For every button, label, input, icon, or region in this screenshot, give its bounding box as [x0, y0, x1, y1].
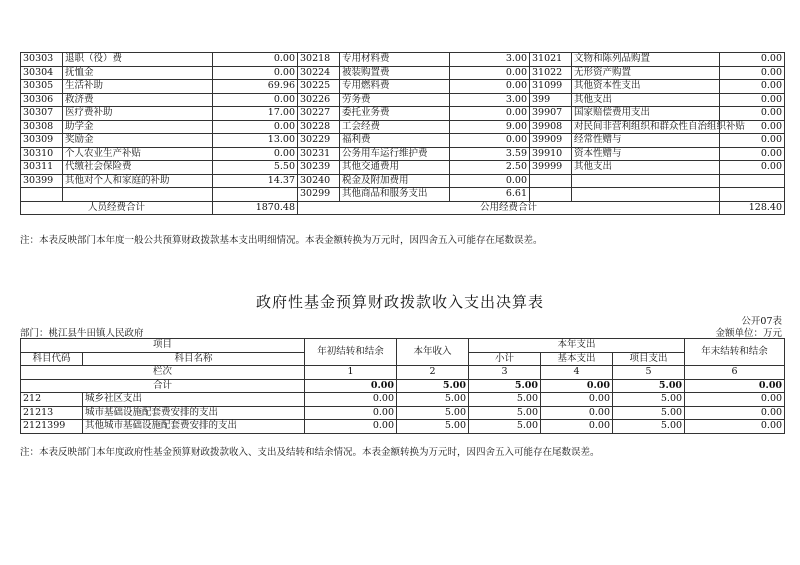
cell-code-c: [530, 188, 572, 202]
cell-value-c: 0.00: [720, 107, 785, 121]
public-total-value: 128.40: [720, 201, 785, 215]
total-value: 5.00: [469, 379, 541, 393]
col-num: 3: [469, 366, 541, 380]
total-value: 0.00: [541, 379, 613, 393]
cell-name-b: 工会经费: [340, 120, 450, 134]
table-row: [21, 120, 785, 134]
cell-value-b: 0.00: [450, 134, 530, 148]
cell-code-a: 30305: [21, 80, 63, 94]
subject-name: 城乡社区支出: [83, 393, 305, 407]
cell-value-c: [720, 174, 785, 188]
amount-cell: 0.00: [685, 393, 785, 407]
cell-value-c: 0.00: [720, 53, 785, 67]
cell-value-c: 0.00: [720, 147, 785, 161]
amount-cell: 0.00: [305, 420, 397, 434]
amount-cell: 5.00: [613, 393, 685, 407]
table-row: [21, 107, 785, 121]
page-title: 政府性基金预算财政拨款收入支出决算表: [255, 293, 544, 311]
cell-name-a: 代缴社会保险费: [63, 161, 213, 175]
amount-cell: 0.00: [305, 393, 397, 407]
cell-code-b: 30229: [298, 134, 340, 148]
cell-name-c: 其他支出: [572, 93, 720, 107]
cell-name-b: 劳务费: [340, 93, 450, 107]
cell-value-b: 0.00: [450, 174, 530, 188]
cell-code-c: 399: [530, 93, 572, 107]
cell-name-c: 国家赔偿费用支出: [572, 107, 720, 121]
col-num: 6: [685, 366, 785, 380]
cell-code-a: [21, 188, 63, 202]
cell-value-b: 3.00: [450, 53, 530, 67]
subject-name: 其他城市基础设施配套费安排的支出: [83, 420, 305, 434]
cell-value-a: 0.00: [213, 93, 298, 107]
cell-code-b: 30240: [298, 174, 340, 188]
amount-cell: 5.00: [613, 420, 685, 434]
cell-code-b: 30224: [298, 66, 340, 80]
cell-value-b: 9.00: [450, 120, 530, 134]
cell-name-a: 个人农业生产补贴: [63, 147, 213, 161]
header-closing: 年末结转和结余: [685, 339, 785, 366]
cell-name-c: [572, 174, 720, 188]
col-num: 5: [613, 366, 685, 380]
header-opening: 年初结转和结余: [305, 339, 397, 366]
header-expense: 本年支出: [469, 339, 685, 353]
basic-expense-rows: [21, 53, 785, 202]
header-basic: 基本支出: [541, 352, 613, 366]
cell-value-b: 0.00: [450, 80, 530, 94]
table2-note: 注：本表反映部门本年度政府性基金预算财政拨款收入、支出及结转和结余情况。本表金额转换为万元时，因四舍五入可能存在尾数误差。: [20, 447, 600, 458]
table-row: [21, 406, 785, 420]
cell-name-a: [63, 188, 213, 202]
amount-cell: 5.00: [397, 393, 469, 407]
amount-cell: 5.00: [469, 406, 541, 420]
fund-rows: [21, 393, 785, 434]
header-project: 项目支出: [613, 352, 685, 366]
grand-total-row: [21, 379, 785, 393]
cell-code-b: 30226: [298, 93, 340, 107]
cell-name-c: 资本性赠与: [572, 147, 720, 161]
col-num: 2: [397, 366, 469, 380]
cell-name-c: 文物和陈列品购置: [572, 53, 720, 67]
total-row: [21, 201, 785, 215]
total-value: 0.00: [685, 379, 785, 393]
unit-label: 金额单位：万元: [715, 328, 782, 339]
government-fund-table: [20, 338, 785, 434]
cell-value-c: 0.00: [720, 80, 785, 94]
amount-cell: 5.00: [613, 406, 685, 420]
personnel-total-label: 人员经费合计: [21, 201, 213, 215]
table-row: [21, 420, 785, 434]
cell-code-c: 39909: [530, 134, 572, 148]
total-value: 5.00: [613, 379, 685, 393]
amount-cell: 5.00: [397, 420, 469, 434]
cell-value-c: 0.00: [720, 66, 785, 80]
cell-code-c: [530, 174, 572, 188]
cell-code-a: 30303: [21, 53, 63, 67]
header-subtotal: 小计: [469, 352, 541, 366]
cell-code-a: 30308: [21, 120, 63, 134]
header-name: 科目名称: [83, 352, 305, 366]
cell-name-a: 奖励金: [63, 134, 213, 148]
cell-name-b: 其他交通费用: [340, 161, 450, 175]
cell-name-b: 被装购置费: [340, 66, 450, 80]
cell-value-a: 13.00: [213, 134, 298, 148]
cell-code-b: 30299: [298, 188, 340, 202]
cell-name-c: 无形资产购置: [572, 66, 720, 80]
cell-value-c: [720, 188, 785, 202]
table-row: [21, 134, 785, 148]
form-code: 公开07表: [741, 316, 782, 327]
cell-code-b: 30218: [298, 53, 340, 67]
cell-name-b: 公务用车运行维护费: [340, 147, 450, 161]
department-label: 部门：桃江县牛田镇人民政府: [20, 328, 144, 339]
cell-name-b: 委托业务费: [340, 107, 450, 121]
col-num: 1: [305, 366, 397, 380]
cell-value-a: [213, 188, 298, 202]
cell-name-a: 抚恤金: [63, 66, 213, 80]
cell-code-b: 30231: [298, 147, 340, 161]
cell-code-c: 39907: [530, 107, 572, 121]
table-row: [21, 161, 785, 175]
personnel-total-value: 1870.48: [213, 201, 298, 215]
cell-value-c: 0.00: [720, 134, 785, 148]
total-label: 合计: [21, 379, 305, 393]
total-value: 5.00: [397, 379, 469, 393]
cell-name-c: 其他支出: [572, 161, 720, 175]
col-label: 栏次: [21, 366, 305, 380]
cell-name-c: [572, 188, 720, 202]
cell-name-a: 生活补助: [63, 80, 213, 94]
cell-code-b: 30239: [298, 161, 340, 175]
cell-name-a: 救济费: [63, 93, 213, 107]
basic-expense-detail-table: [20, 52, 785, 215]
cell-name-a: 其他对个人和家庭的补助: [63, 174, 213, 188]
total-value: 0.00: [305, 379, 397, 393]
cell-name-b: 专用材料费: [340, 53, 450, 67]
cell-value-b: 3.59: [450, 147, 530, 161]
table-row: [21, 174, 785, 188]
subject-code: 212: [21, 393, 83, 407]
cell-code-a: 30304: [21, 66, 63, 80]
amount-cell: 5.00: [469, 420, 541, 434]
cell-name-b: 专用燃料费: [340, 80, 450, 94]
cell-code-c: 39999: [530, 161, 572, 175]
cell-code-c: 31021: [530, 53, 572, 67]
cell-name-c: 对民间非营利组织和群众性自治组织补贴: [572, 120, 720, 134]
subject-name: 城市基础设施配套费安排的支出: [83, 406, 305, 420]
column-number-row: [21, 366, 785, 380]
table-row: [21, 53, 785, 67]
cell-value-b: 0.00: [450, 66, 530, 80]
table-row: [21, 393, 785, 407]
cell-value-c: 0.00: [720, 161, 785, 175]
table-row: [21, 188, 785, 202]
cell-code-b: 30228: [298, 120, 340, 134]
amount-cell: 0.00: [541, 406, 613, 420]
public-total-label: 公用经费合计: [298, 201, 720, 215]
cell-value-a: 0.00: [213, 66, 298, 80]
cell-value-a: 0.00: [213, 147, 298, 161]
cell-name-c: 其他资本性支出: [572, 80, 720, 94]
subject-code: 21213: [21, 406, 83, 420]
cell-code-c: 39908: [530, 120, 572, 134]
amount-cell: 0.00: [685, 420, 785, 434]
cell-value-a: 17.00: [213, 107, 298, 121]
amount-cell: 0.00: [541, 420, 613, 434]
cell-code-b: 30225: [298, 80, 340, 94]
cell-value-c: 0.00: [720, 93, 785, 107]
col-num: 4: [541, 366, 613, 380]
cell-name-b: 福利费: [340, 134, 450, 148]
amount-cell: 0.00: [685, 406, 785, 420]
amount-cell: 0.00: [541, 393, 613, 407]
cell-name-c: 经常性赠与: [572, 134, 720, 148]
cell-value-b: 0.00: [450, 107, 530, 121]
cell-code-a: 30399: [21, 174, 63, 188]
cell-value-c: 0.00: [720, 120, 785, 134]
cell-name-a: 退职（役）费: [63, 53, 213, 67]
amount-cell: 5.00: [397, 406, 469, 420]
cell-value-b: 3.00: [450, 93, 530, 107]
table-row: [21, 66, 785, 80]
cell-code-a: 30311: [21, 161, 63, 175]
cell-code-a: 30309: [21, 134, 63, 148]
table1-note: 注：本表反映部门本年度一般公共预算财政拨款基本支出明细情况。本表金额转换为万元时，因四舍五入可能存在尾数误差。: [20, 235, 543, 246]
cell-value-a: 69.96: [213, 80, 298, 94]
cell-code-a: 30310: [21, 147, 63, 161]
cell-code-c: 31099: [530, 80, 572, 94]
cell-name-a: 医疗费补助: [63, 107, 213, 121]
table-row: [21, 147, 785, 161]
cell-name-b: 其他商品和服务支出: [340, 188, 450, 202]
cell-value-a: 5.50: [213, 161, 298, 175]
cell-name-a: 助学金: [63, 120, 213, 134]
cell-value-b: 2.50: [450, 161, 530, 175]
table-row: [21, 80, 785, 94]
header-item: 项目: [21, 339, 305, 353]
cell-code-c: 39910: [530, 147, 572, 161]
cell-value-a: 0.00: [213, 120, 298, 134]
cell-code-a: 30307: [21, 107, 63, 121]
cell-code-c: 31022: [530, 66, 572, 80]
header-income: 本年收入: [397, 339, 469, 366]
cell-value-a: 0.00: [213, 53, 298, 67]
cell-name-b: 税金及附加费用: [340, 174, 450, 188]
header-code: 科目代码: [21, 352, 83, 366]
amount-cell: 0.00: [305, 406, 397, 420]
cell-value-a: 14.37: [213, 174, 298, 188]
amount-cell: 5.00: [469, 393, 541, 407]
subject-code: 2121399: [21, 420, 83, 434]
table-row: [21, 93, 785, 107]
cell-code-a: 30306: [21, 93, 63, 107]
cell-code-b: 30227: [298, 107, 340, 121]
header-row-1: [21, 339, 785, 353]
cell-value-b: 6.61: [450, 188, 530, 202]
